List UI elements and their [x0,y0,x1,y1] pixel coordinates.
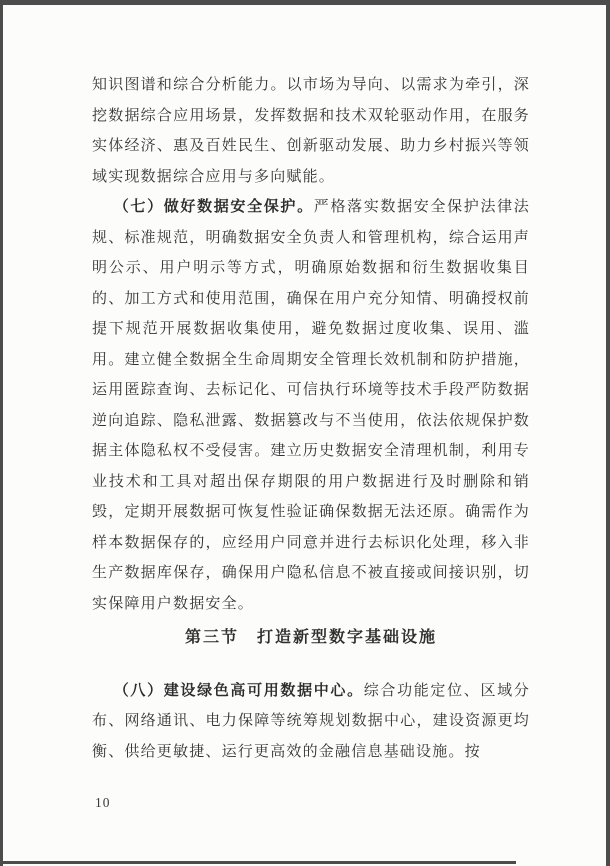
scan-edge-left [0,0,3,866]
paragraph-eight-body: 综合功能定位、区域分布、网络通讯、电力保障等统筹规划数据中心，建设资源更均衡、供给更敏捷、运行更高效的金融信息基础设施。按 [92,682,530,760]
paragraph-seven-body: 严格落实数据安全保护法律法规、标准规范，明确数据安全负责人和管理机构，综合运用声明公示、用户明示等方式，明确原始数据和衍生数据收集目的、加工方式和使用范围，确保在用户充分知情、明确授权前提下规范开展数据收集使用，避免数据过度收集、误用、滥用。建立健全数据全生命周期安全管理长效机制和防护措施，运用匿踪查询、去标记化、可信执行环境等技术手段严防数据逆向追踪、隐私泄露、数据篡改与不当使用，依法依规保护数据主体隐私权不受侵害。建立历史数据安全清理机制，利用专业技术和工具对超出保存期限的用户数据进行及时删除和销毁，定期开展数据可恢复性验证确保数据无法还原。确需作为样本数据保存的，应经用户同意并进行去标识化处理，移入非生产数据库保存，确保用户隐私信息不被直接或间接识别，切实保障用户数据安全。 [92,199,530,612]
scan-edge-right [606,0,610,866]
paragraph-seven-lead: （七）做好数据安全保护。 [113,199,314,215]
paragraph-eight [92,676,530,768]
paragraph-eight-lead: （八）建设绿色高可用数据中心。 [113,682,364,699]
section-heading: 第三节 打造新型数字基础设施 [184,629,437,646]
paragraph-continued: 知识图谱和综合分析能力。以市场为导向、以需求为牵引，深挖数据综合应用场景，发挥数据和技术双轮驱动作用，在服务实体经济、惠及百姓民生、创新驱动发展、助力乡村振兴等领域实现数据综合应用与多向赋能。 [92,77,530,185]
page-body [92,70,530,767]
page-number: 10 [95,795,111,810]
scan-edge-top [0,0,610,5]
scan-edge-bottom [0,861,516,864]
paragraph-seven [92,192,530,619]
